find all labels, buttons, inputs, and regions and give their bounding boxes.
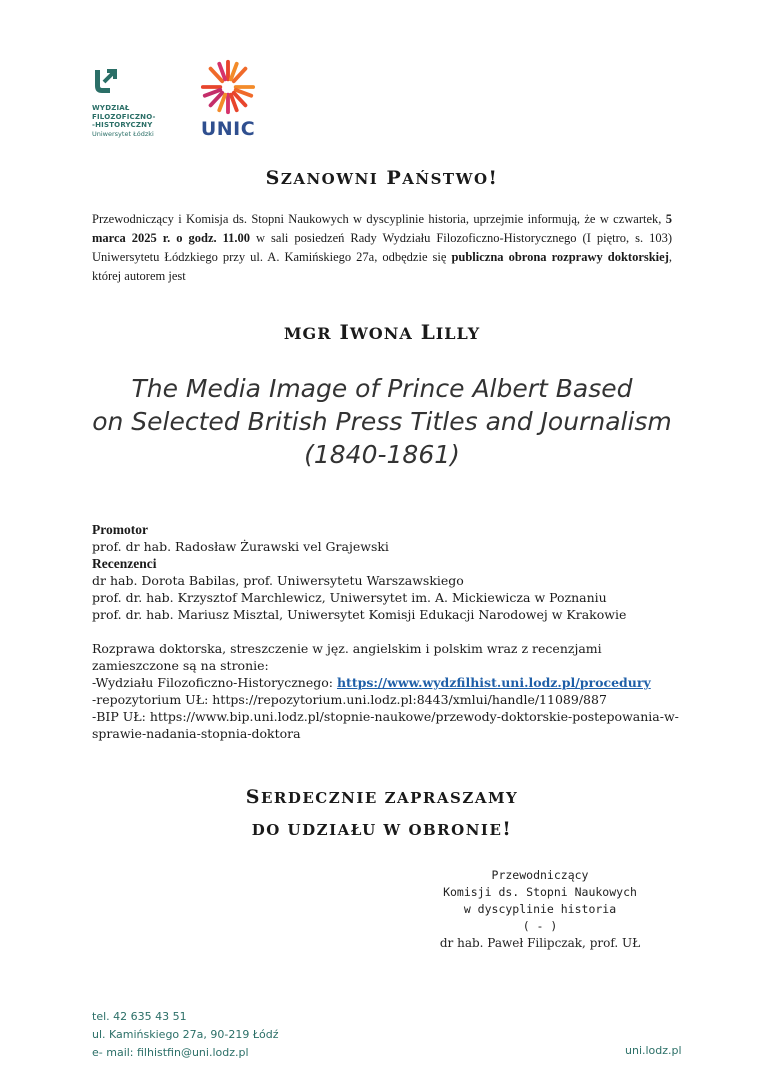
faculty-name-line1: WYDZIAŁ xyxy=(92,104,130,112)
faculty-university: Uniwersytet Łódzki xyxy=(92,129,154,138)
greeting-initial-1: S xyxy=(265,167,281,189)
thesis-title xyxy=(0,372,764,471)
documents-wfh-label: -Wydziału Filozoficzno-Historycznego: xyxy=(92,675,337,690)
faculty-name-line2: FILOZOFICZNO- xyxy=(92,112,156,121)
invitation-line2-text: DO UDZIAŁU W OBRONIE xyxy=(251,821,503,839)
author-last-initial: L xyxy=(420,320,436,344)
faculty-logo xyxy=(92,66,172,138)
reviewer-item: prof. dr. hab. Mariusz Misztal, Uniwersytet Komisji Edukacji Narodowej w Krakowie xyxy=(92,607,627,622)
author-name xyxy=(0,320,764,344)
invitation-exclamation: ! xyxy=(502,818,513,840)
signature-name: dr hab. Paweł Filipczak, prof. UŁ xyxy=(439,936,641,950)
invitation-line1 xyxy=(0,782,764,814)
greeting-initial-2: P xyxy=(386,167,403,189)
greeting-exclamation: ! xyxy=(488,167,499,189)
thesis-title-line3: (1840-1861) xyxy=(304,440,460,469)
invitation-line2 xyxy=(0,814,764,846)
greeting-word-2: AŃSTWO xyxy=(402,170,489,188)
signature-discipline: w dyscyplinie historia xyxy=(463,902,617,916)
signature-mark: ( - ) xyxy=(522,919,558,933)
thesis-title-line2: on Selected British Press Titles and Journalism xyxy=(92,407,672,436)
footer-website: uni.lodz.pl xyxy=(625,1044,682,1057)
greeting-word-1: ZANOWNI xyxy=(280,170,379,188)
faculty-logo-icon xyxy=(92,66,118,96)
signature-role: Przewodniczący xyxy=(491,868,589,882)
promotor-heading: Promotor xyxy=(92,522,148,537)
reviewer-item: dr hab. Dorota Babilas, prof. Uniwersytetu Warszawskiego xyxy=(92,573,464,588)
promotor-name: prof. dr hab. Radosław Żurawski vel Grajewski xyxy=(92,539,389,554)
defense-date: 5 marca 2025 r. o godz. 11.00 xyxy=(92,212,672,245)
documents-repo: -repozytorium UŁ: https://repozytorium.uni.lodz.pl:8443/xmlui/handle/11089/887 xyxy=(92,692,607,707)
footer-address: ul. Kamińskiego 27a, 90-219 Łódź xyxy=(92,1028,279,1041)
reviewer-item: prof. dr. hab. Krzysztof Marchlewicz, Uniwersytet im. A. Mickiewicza w Poznaniu xyxy=(92,590,607,605)
unic-logo xyxy=(196,58,260,140)
footer-contact xyxy=(92,1008,279,1062)
signature-committee: Komisji ds. Stopni Naukowych xyxy=(443,885,637,899)
reviewers-heading: Recenzenci xyxy=(92,556,157,571)
signature-block xyxy=(420,867,660,952)
author-prefix: MGR xyxy=(283,324,332,343)
invitation-initial: S xyxy=(245,786,261,808)
author-first-initial: I xyxy=(339,320,350,344)
intro-text-3: , której autorem jest xyxy=(92,250,672,283)
thesis-title-line1: The Media Image of Prince Albert Based xyxy=(131,374,633,403)
event-name: publiczna obrona rozprawy doktorskiej xyxy=(451,250,669,264)
intro-text-1: Przewodniczący i Komisja ds. Stopni Naukowych w dyscyplinie historia, uprzejmie informują, że w czwartek, xyxy=(92,212,666,226)
invitation-heading xyxy=(0,782,764,846)
greeting-heading xyxy=(0,167,764,189)
unic-wordmark: UNIC xyxy=(200,118,256,140)
details-block xyxy=(92,521,692,742)
documents-intro: Rozprawa doktorska, streszczenie w jęz. angielskim i polskim wraz z recenzjami zamieszczone są na stronie: xyxy=(92,641,602,673)
author-first-rest: WONA xyxy=(349,324,413,343)
documents-bip: -BIP UŁ: https://www.bip.uni.lodz.pl/stopnie-naukowe/przewody-doktorskie-postepowania-w-sprawie-nadania-stopnia-doktora xyxy=(92,709,679,741)
footer-email: e- mail: filhistfin@uni.lodz.pl xyxy=(92,1046,249,1059)
procedures-link[interactable]: https://www.wydzfilhist.uni.lodz.pl/procedury xyxy=(336,675,651,690)
intro-paragraph xyxy=(92,210,672,286)
invitation-line1-rest: ERDECZNIE ZAPRASZAMY xyxy=(260,789,519,807)
faculty-name-line3: -HISTORYCZNY xyxy=(92,121,153,129)
documents-wfh xyxy=(92,674,692,691)
intro-text-2: w sali posiedzeń Rady Wydziału Filozoficzno-Historycznego (I piętro, s. 103) Uniwersytetu Łódzkiego przy ul. A. Kamińskiego 27a, odbędzie się xyxy=(92,231,672,264)
footer-phone: tel. 42 635 43 51 xyxy=(92,1010,187,1023)
author-last-rest: ILLY xyxy=(435,324,481,343)
unic-burst-icon xyxy=(198,58,258,116)
